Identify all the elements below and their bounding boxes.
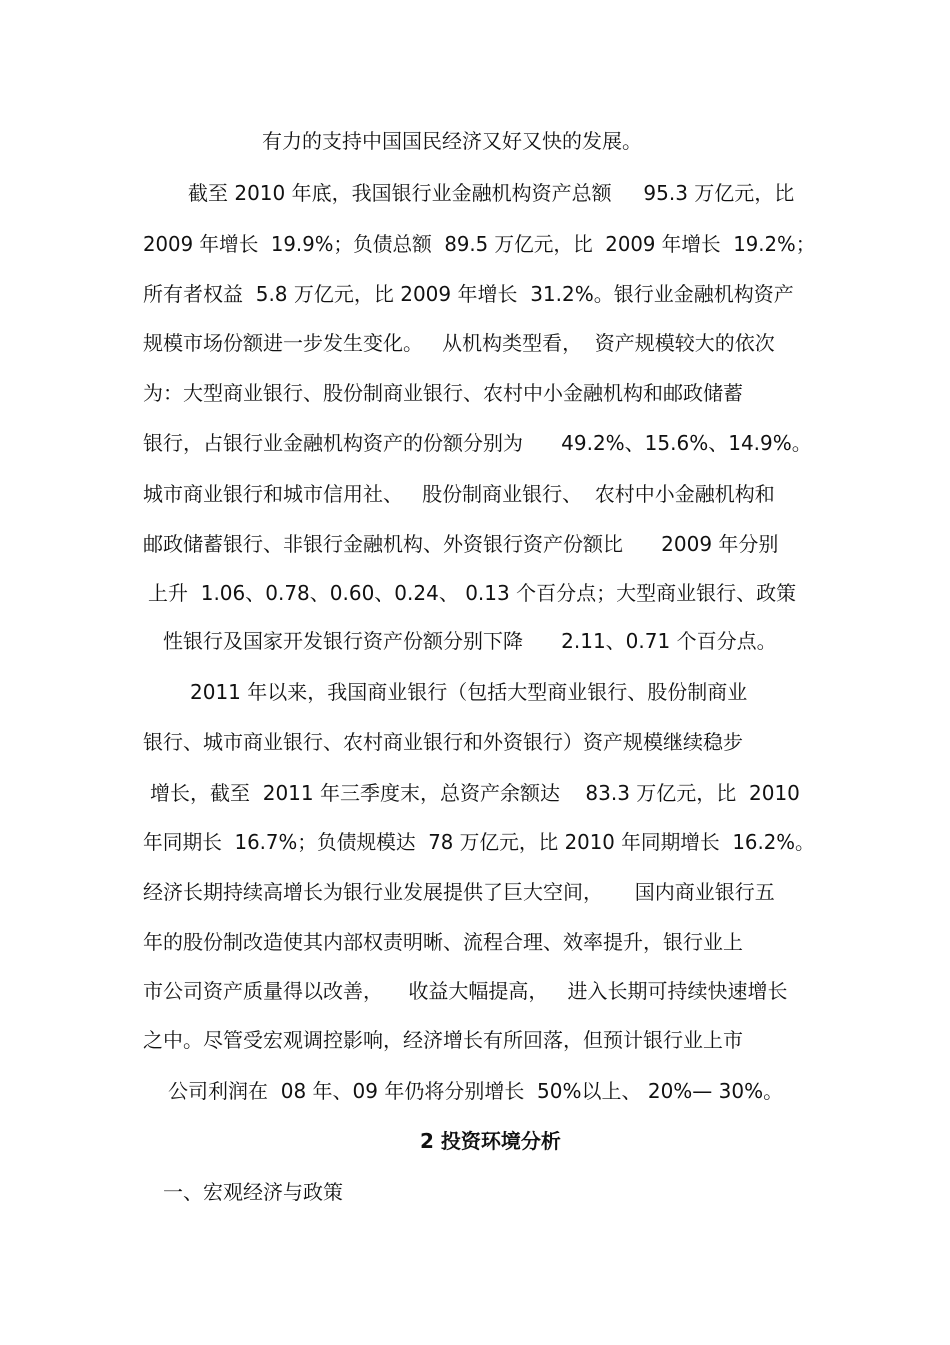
text-line: 年同期长 16.7%；负债规模达 78 万亿元，比 2010 年同期增长 16.2%。 — [143, 830, 815, 854]
text-line: 增长，截至 2011 年三季度末，总资产余额达 83.3 万亿元，比 2010 — [150, 781, 800, 805]
section-title: 2 投资环境分析 — [420, 1129, 561, 1153]
text-line: 经济长期持续高增长为银行业发展提供了巨大空间， 国内商业银行五 — [143, 880, 775, 904]
text-line: 银行、城市商业银行、农村商业银行和外资银行）资产规模继续稳步 — [143, 730, 743, 754]
text-line: 2011 年以来，我国商业银行（包括大型商业银行、股份制商业 — [190, 680, 748, 704]
text-line: 为：大型商业银行、股份制商业银行、农村中小金融机构和邮政储蓄 — [143, 381, 743, 405]
text-line: 2009 年增长 19.9%；负债总额 89.5 万亿元，比 2009 年增长 19.2%； — [143, 232, 816, 256]
subsection-title: 一、宏观经济与政策 — [163, 1180, 343, 1204]
text-line: 性银行及国家开发银行资产份额分别下降 2.11、0.71 个百分点。 — [163, 629, 777, 653]
text-line: 上升 1.06、0.78、0.60、0.24、 0.13 个百分点；大型商业银行、政策 — [148, 581, 797, 605]
text-line: 截至 2010 年底，我国银行业金融机构资产总额 95.3 万亿元，比 — [188, 181, 795, 205]
text-line: 规模市场份额进一步发生变化。 从机构类型看， 资产规模较大的依次 — [143, 331, 775, 355]
text-line: 邮政储蓄银行、非银行金融机构、外资银行资产份额比 2009 年分别 — [143, 532, 779, 556]
text-line: 有力的支持中国国民经济又好又快的发展。 — [262, 129, 642, 153]
text-line: 城市商业银行和城市信用社、 股份制商业银行、 农村中小金融机构和 — [143, 482, 775, 506]
text-line: 公司利润在 08 年、09 年仍将分别增长 50%以上、 20%— 30%。 — [168, 1079, 784, 1103]
text-line: 年的股份制改造使其内部权责明晰、流程合理、效率提升，银行业上 — [143, 930, 743, 954]
text-line: 之中。尽管受宏观调控影响，经济增长有所回落，但预计银行业上市 — [143, 1028, 743, 1052]
text-line: 所有者权益 5.8 万亿元，比 2009 年增长 31.2%。银行业金融机构资产 — [143, 282, 794, 306]
text-line: 银行，占银行业金融机构资产的份额分别为 49.2%、15.6%、14.9%。 — [143, 431, 812, 455]
text-line: 市公司资产质量得以改善， 收益大幅提高， 进入长期可持续快速增长 — [143, 979, 788, 1003]
